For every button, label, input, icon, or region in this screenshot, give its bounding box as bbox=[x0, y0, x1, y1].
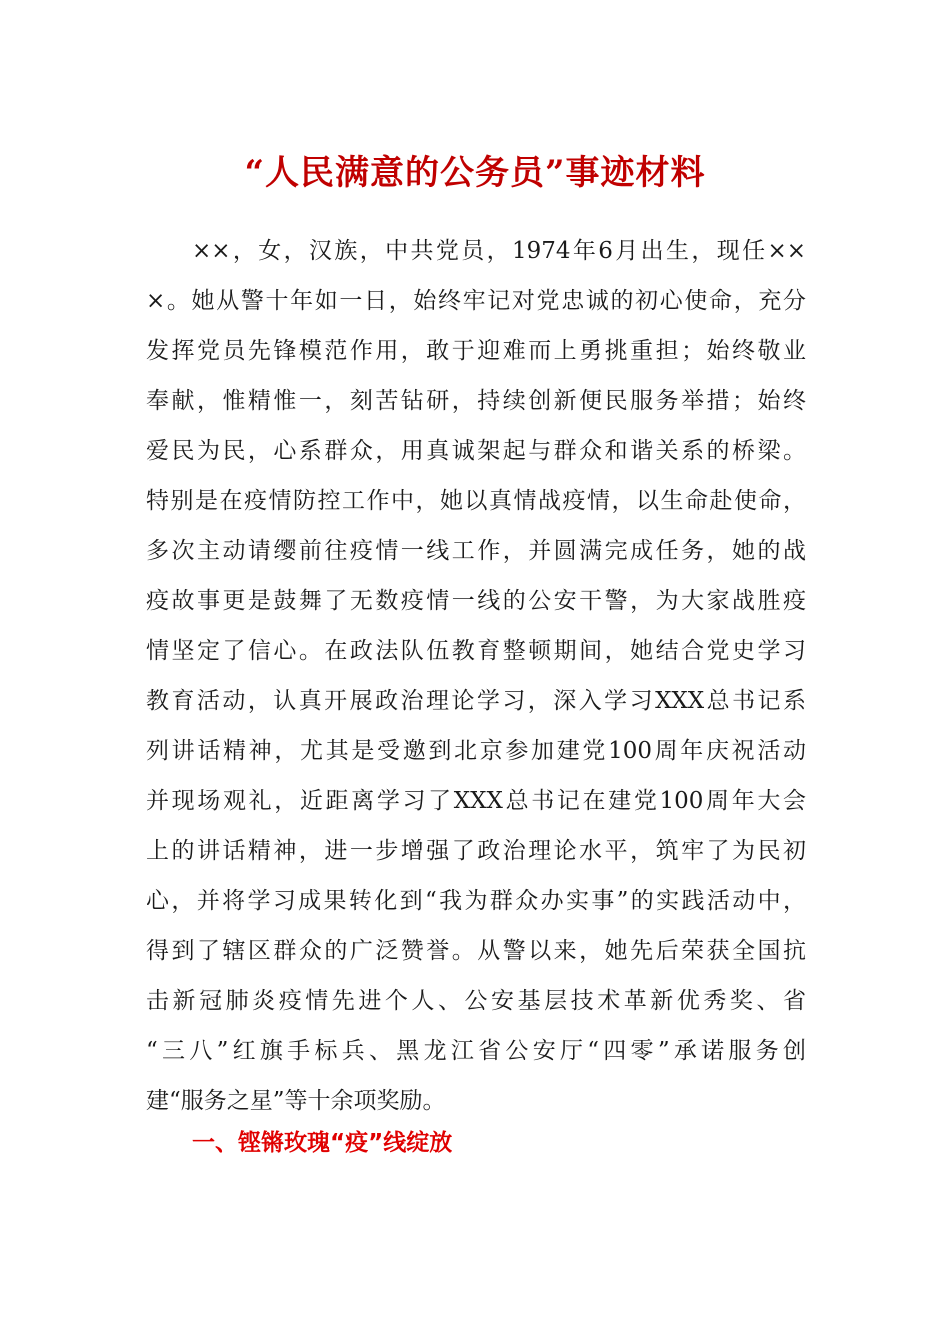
paragraph-line: ××，女，汉族，中共党员，1974年6月出生，现任×× bbox=[192, 238, 806, 264]
section-heading: 一、铿锵玫瑰“疫”线绽放 bbox=[192, 1130, 453, 1156]
paragraph-line: 心，并将学习成果转化到“我为群众办实事”的实践活动中， bbox=[146, 888, 806, 914]
paragraph-line: 多次主动请缨前往疫情一线工作，并圆满完成任务，她的战 bbox=[146, 538, 806, 564]
paragraph-line: 并现场观礼，近距离学习了XXX总书记在建党100周年大会 bbox=[146, 788, 806, 814]
body-paragraph bbox=[146, 226, 806, 1126]
paragraph-line: 列讲话精神，尤其是受邀到北京参加建党100周年庆祝活动 bbox=[146, 738, 806, 764]
paragraph-line: 发挥党员先锋模范作用，敢于迎难而上勇挑重担；始终敬业 bbox=[146, 338, 806, 364]
paragraph-line: 击新冠肺炎疫情先进个人、公安基层技术革新优秀奖、省 bbox=[146, 988, 806, 1014]
paragraph-line: 教育活动，认真开展政治理论学习，深入学习XXX总书记系 bbox=[146, 688, 806, 714]
paragraph-line: 情坚定了信心。在政法队伍教育整顿期间，她结合党史学习 bbox=[146, 638, 806, 664]
paragraph-line: 疫故事更是鼓舞了无数疫情一线的公安干警，为大家战胜疫 bbox=[146, 588, 806, 614]
paragraph-line: 得到了辖区群众的广泛赞誉。从警以来，她先后荣获全国抗 bbox=[146, 938, 806, 964]
paragraph-line: 爱民为民，心系群众，用真诚架起与群众和谐关系的桥梁。 bbox=[146, 438, 806, 464]
paragraph-line: ×。她从警十年如一日，始终牢记对党忠诚的初心使命，充分 bbox=[146, 288, 806, 314]
paragraph-line: 特别是在疫情防控工作中，她以真情战疫情，以生命赴使命， bbox=[146, 488, 806, 514]
page-title: “人民满意的公务员”事迹材料 bbox=[244, 153, 706, 193]
paragraph-line: 建“服务之星”等十余项奖励。 bbox=[146, 1088, 446, 1114]
paragraph-line: 上的讲话精神，进一步增强了政治理论水平，筑牢了为民初 bbox=[146, 838, 806, 864]
paragraph-line: 奉献，惟精惟一，刻苦钻研，持续创新便民服务举措；始终 bbox=[146, 388, 806, 414]
paragraph-line: “三八”红旗手标兵、黑龙江省公安厅“四零”承诺服务创 bbox=[146, 1038, 806, 1064]
